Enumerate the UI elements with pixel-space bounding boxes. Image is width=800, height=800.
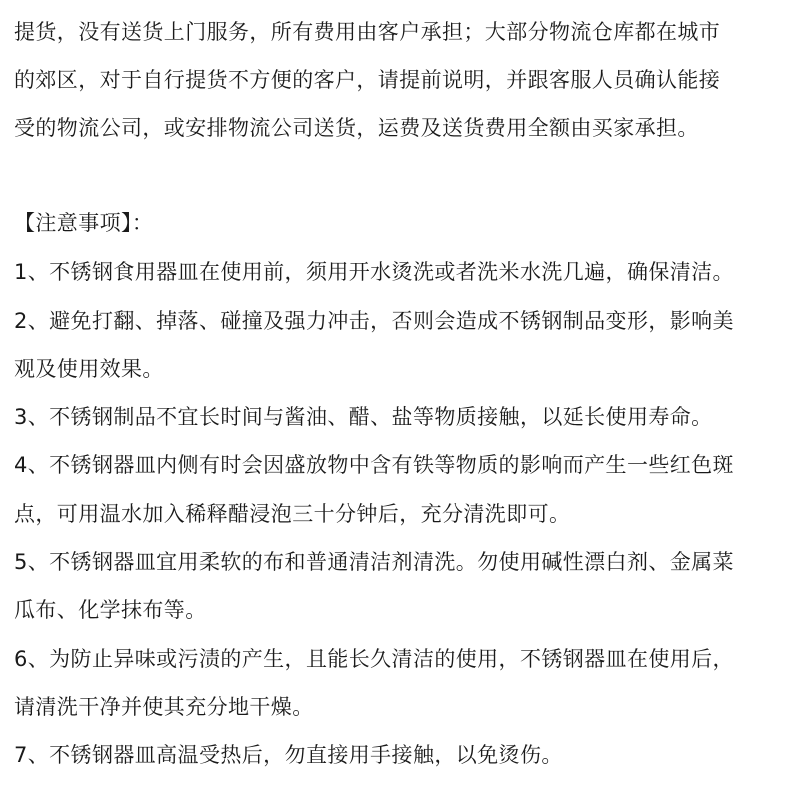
note-line-5: 4、不锈钢器皿内侧有时会因盛放物中含有铁等物质的影响而产生一些红色斑 [14, 453, 734, 477]
notes-heading: 【注意事项】： [14, 211, 154, 235]
note-line-4: 3、不锈钢制品不宜长时间与酱油、醋、盐等物质接触，以延长使用寿命。 [14, 405, 713, 429]
note-line-11: 7、不锈钢器皿高温受热后，勿直接用手接触，以免烫伤。 [14, 743, 563, 767]
intro-line-2: 的郊区，对于自行提货不方便的客户，请提前说明，并跟客服人员确认能接 [14, 68, 721, 92]
note-line-8: 瓜布、化学抹布等。 [14, 598, 207, 622]
note-line-10: 请清洗干净并使其充分地干燥。 [14, 695, 314, 719]
intro-line-3: 受的物流公司，或安排物流公司送货，运费及送货费用全额由买家承担。 [14, 116, 699, 140]
note-line-7: 5、不锈钢器皿宜用柔软的布和普通清洁剂清洗。勿使用碱性漂白剂、金属菜 [14, 550, 734, 574]
note-line-3: 观及使用效果。 [14, 357, 164, 381]
note-line-1: 1、不锈钢食用器皿在使用前，须用开水烫洗或者洗米水洗几遍，确保清洁。 [14, 260, 734, 284]
note-line-6: 点，可用温水加入稀释醋浸泡三十分钟后，充分清洗即可。 [14, 502, 571, 526]
intro-line-1: 提货，没有送货上门服务，所有费用由客户承担；大部分物流仓库都在城市 [14, 20, 721, 44]
note-line-2: 2、避免打翻、掉落、碰撞及强力冲击，否则会造成不锈钢制品变形，影响美 [14, 309, 734, 333]
note-line-9: 6、为防止异味或污渍的产生，且能长久清洁的使用，不锈钢器皿在使用后， [14, 647, 734, 671]
